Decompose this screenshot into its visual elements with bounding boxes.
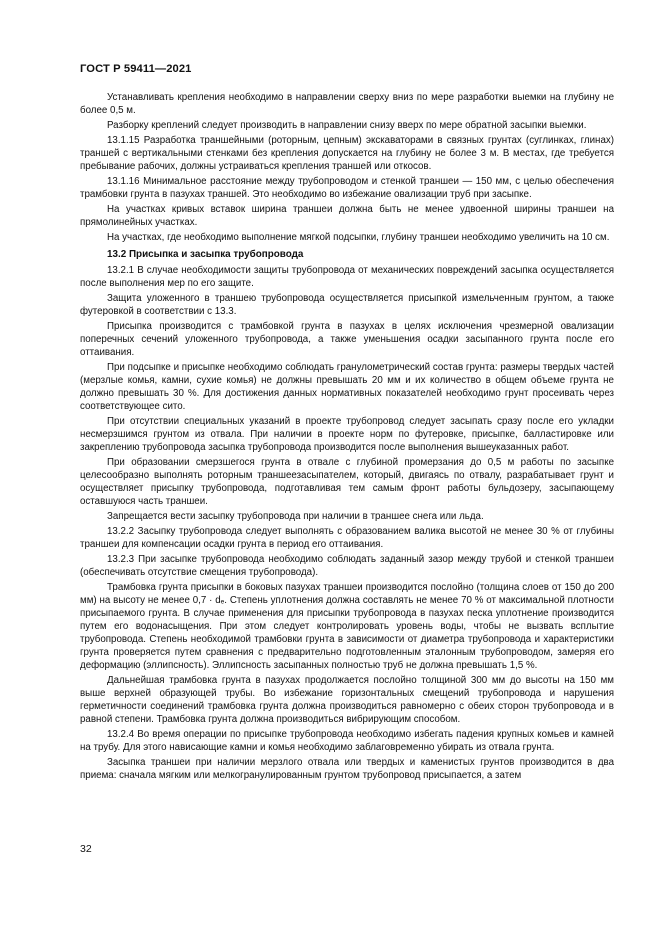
paragraph: Разборку креплений следует производить в направлении снизу вверх по мере обратной засыпки выемки. <box>107 120 587 131</box>
paragraph: При образовании смерзшегося грунта в отвале с глубиной промерзания до 0,5 м работы по засыпке целесообразно выполнять роторным траншеезасыпателем, который, двигаясь по отвалу, разрабатывает грунт и осуществляет присыпку трубопровода, подготавливая тем самым фронт работы бульдозеру, засыпающему оставшуюся часть траншеи. <box>80 457 614 507</box>
paragraph: На участках, где необходимо выполнение мягкой подсыпки, глубину траншеи необходимо увеличить на 10 см. <box>107 232 610 243</box>
paragraph: При отсутствии специальных указаний в проекте трубопровод следует засыпать сразу после его укладки несмерзшимся грунтом из отвала. При наличии в проекте норм по футеровке, присыпке, балластировке или закреплению трубопровода засыпка трубопровода производится после выполнения вышеуказанных работ. <box>80 416 614 453</box>
paragraph: Защита уложенного в траншею трубопровода осуществляется присыпкой измельченным грунтом, а также футеровкой в соответствии с 13.3. <box>80 293 614 317</box>
paragraph: Устанавливать крепления необходимо в направлении сверху вниз по мере разработки выемки на глубину не более 0,5 м. <box>80 92 614 116</box>
paragraph: Засыпка траншеи при наличии мерзлого отвала или твердых и каменистых грунтов производится в два приема: сначала мягким или мелкогранулированным грунтом трубопровод присыпается, а затем <box>80 757 614 781</box>
paragraph: 13.2.2 Засыпку трубопровода следует выполнять с образованием валика высотой не менее 30 % от глубины траншеи для компенсации осадки грунта в период его оттаивания. <box>80 526 614 550</box>
paragraph: 13.1.16 Минимальное расстояние между трубопроводом и стенкой траншеи — 150 мм, с целью обеспечения трамбовки грунта в пазухах траншей. Это необходимо во избежание овализации труб при засыпке. <box>80 176 614 200</box>
paragraph: Трамбовка грунта присыпки в боковых пазухах траншеи производится послойно (толщина слоев от 150 до 200 мм) на высоту не менее 0,7 · dₑ. Степень уплотнения должна составлять не менее 70 % от максимальной плотности присыпаемого грунта. В случае применения для присыпки трубопровода в пазухах песка уплотнение производится путем его водонасыщения. При этом следует контролировать уровень воды, чтобы не вызвать всплытие трубопровода. Степень необходимой трамбовки грунта в зависимости от диаметра трубопровода и характеристики грунта проверяется путем сравнения с предварительно подготовленным эталонным трубопроводом, замеряя его деформацию (эллипсность). Эллипсность засыпанных полностью труб не должна превышать 1,5 %. <box>80 582 614 671</box>
paragraph: Дальнейшая трамбовка грунта в пазухах продолжается послойно толщиной 300 мм до высоты на 150 мм выше верхней образующей трубы. Во избежание горизонтальных смещений трубопровода и нарушения герметичности соединений трамбовка грунта должна производиться равномерно с обеих сторон трубопровода и в равной степени. Трамбовка грунта должна производиться вибрирующим способом. <box>80 675 614 725</box>
paragraph: На участках кривых вставок ширина траншеи должна быть не менее удвоенной ширины траншеи на прямолинейных участках. <box>80 204 614 228</box>
paragraph: Присыпка производится с трамбовкой грунта в пазухах в целях исключения чрезмерной овализации поперечных сечений уложенного трубопровода, а также уменьшения осадки засыпанного грунта после его оттаивания. <box>80 321 614 358</box>
paragraph: 13.2.4 Во время операции по присыпке трубопровода необходимо избегать падения крупных комьев и камней на трубу. Для этого нависающие камни и комья необходимо заблаговременно убирать из отвала грунта. <box>80 729 614 753</box>
page-header: ГОСТ Р 59411—2021 <box>80 63 192 75</box>
paragraph: 13.1.15 Разработка траншейными (роторным, цепным) экскаваторами в связных грунтах (суглинках, глинах) траншей с вертикальными стенками без крепления допускается на глубину не более 3 м. В местах, где требуется пребывание рабочих, должны устраиваться крепления траншей или откосов. <box>80 135 614 172</box>
page-number: 32 <box>80 843 92 855</box>
section-heading: 13.2 Присыпка и засыпка трубопровода <box>107 249 304 260</box>
paragraph: Запрещается вести засыпку трубопровода при наличии в траншее снега или льда. <box>107 511 484 522</box>
paragraph: 13.2.3 При засыпке трубопровода необходимо соблюдать заданный зазор между трубой и стенкой траншеи (обеспечивать отсутствие смещения трубопровода). <box>80 554 614 578</box>
body-text <box>80 91 614 784</box>
paragraph: При подсыпке и присыпке необходимо соблюдать гранулометрический состав грунта: размеры твердых частей (мерзлые комья, камни, сухие комья) не должны превышать 20 мм и их количество в общем объеме грунта не должно превышать 30 %. Для достижения данных нормативных показателей необходимо грунт просеивать через соответствующее сито. <box>80 362 614 412</box>
paragraph: 13.2.1 В случае необходимости защиты трубопровода от механических повреждений засыпка осуществляется после выполнения мер по его защите. <box>80 265 614 289</box>
